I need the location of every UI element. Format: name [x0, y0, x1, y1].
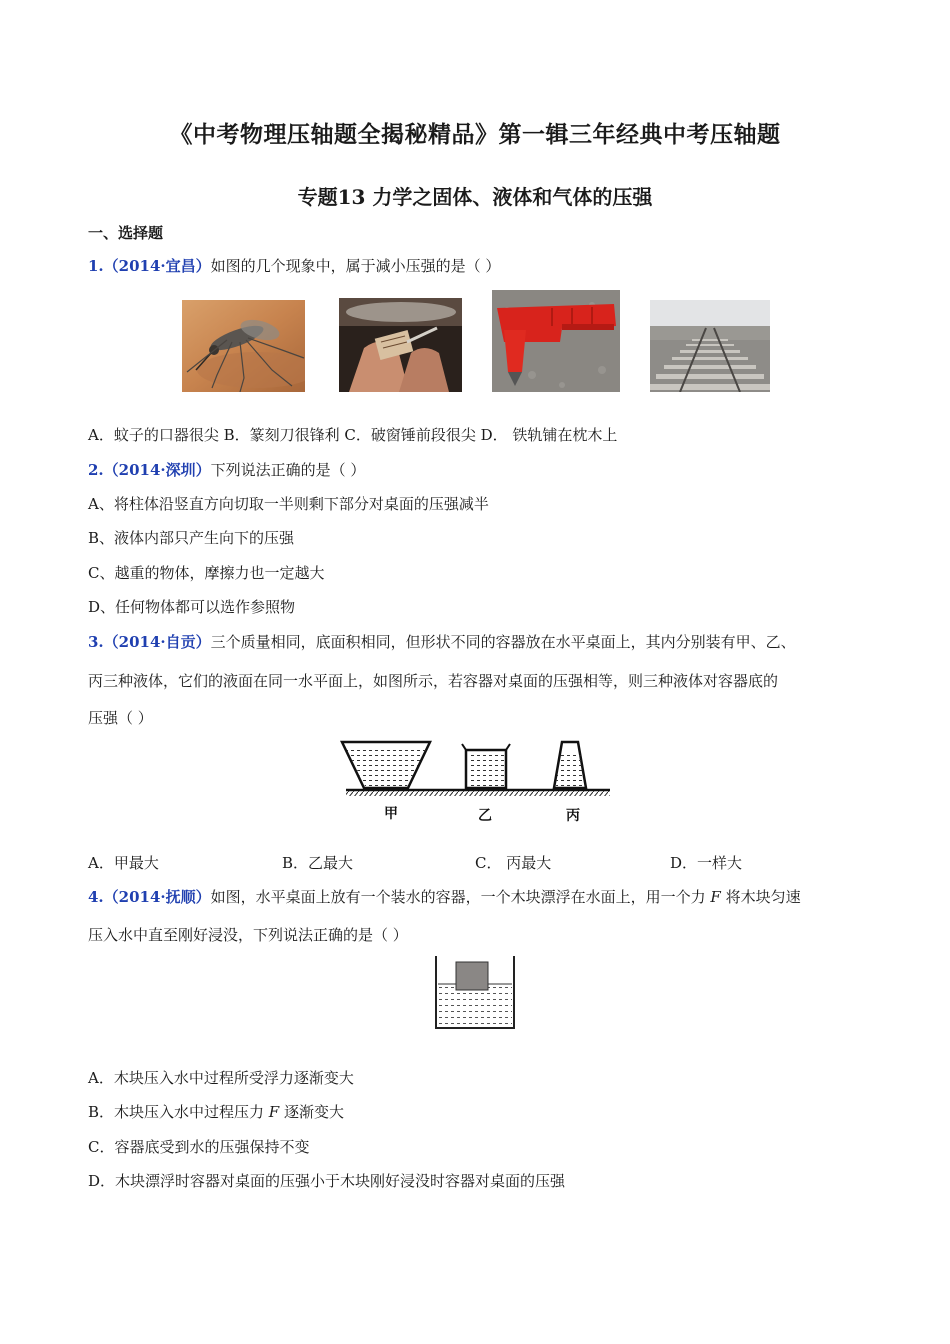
question-1-options: A．蚊子的口器很尖 B．篆刻刀很锋利 C．破窗锤前段很尖 D． 铁轨铺在枕木上 [88, 426, 618, 444]
question-4-number: 4.（2014·抚顺） [88, 888, 211, 906]
question-2-option-b: B、液体内部只产生向下的压强 [88, 529, 295, 547]
question-3-stem-line-2: 丙三种液体，它们的液面在同一水平面上，如图所示，若容器对桌面的压强相等，则三种液体对容器底的 [88, 672, 779, 690]
question-1-number: 1.（2014·宜昌） [88, 257, 211, 275]
question-2-text: 下列说法正确的是（ ） [210, 461, 366, 479]
question-4-option-b-post: 逐渐变大 [279, 1103, 344, 1121]
window-hammer-photo [492, 290, 620, 392]
question-2-number: 2.（2014·深圳） [88, 461, 211, 479]
question-2-option-a: A、将柱体沿竖直方向切取一半则剩下部分对桌面的压强减半 [88, 495, 489, 513]
document-title: 《中考物理压轴题全揭秘精品》第一辑三年经典中考压轴题 [169, 122, 781, 148]
question-3-stem-line-3: 压强（ ） [88, 709, 153, 727]
question-3-stem-line-1 [88, 632, 796, 652]
three-containers-figure [338, 738, 614, 826]
carving-knife-photo [339, 298, 462, 392]
question-3-option-a: A．甲最大 [88, 854, 159, 872]
question-4-option-b-pre: B．木块压入水中过程压力 [88, 1103, 269, 1121]
question-4-option-a: A．木块压入水中过程所受浮力逐渐变大 [88, 1069, 354, 1087]
question-4-option-d: D．木块漂浮时容器对桌面的压强小于木块刚好浸没时容器对桌面的压强 [88, 1172, 566, 1190]
question-4-option-c: C．容器底受到水的压强保持不变 [88, 1138, 310, 1156]
question-4-text-1a: 如图，水平桌面上放有一个装水的容器，一个木块漂浮在水面上，用一个力 [210, 888, 711, 906]
question-2-option-d: D、任何物体都可以选作参照物 [88, 598, 296, 616]
question-3-text-1: 三个质量相同，底面积相同，但形状不同的容器放在水平桌面上，其内分别装有甲、乙、 [210, 633, 796, 651]
question-4-stem-line-2: 压入水中直至刚好浸没，下列说法正确的是（ ） [88, 926, 408, 944]
mosquito-photo [182, 300, 305, 392]
question-3-number: 3.（2014·自贡） [88, 633, 211, 651]
question-1-stem [88, 256, 500, 276]
container-label-jia: 甲 [384, 806, 398, 822]
container-label-bing: 丙 [566, 808, 580, 824]
question-3-option-d: D．一样大 [670, 854, 743, 872]
section-label: 一、选择题 [88, 224, 164, 242]
question-4-text-1b: 将木块匀速 [720, 888, 801, 906]
force-variable: F [710, 888, 721, 906]
question-3-option-b: B．乙最大 [282, 854, 354, 872]
question-4-stem-line-1 [88, 887, 801, 907]
railway-track-photo [650, 300, 770, 392]
container-label-yi: 乙 [478, 808, 492, 824]
question-2-option-c: C、越重的物体，摩擦力也一定越大 [88, 564, 325, 582]
question-1-text: 如图的几个现象中，属于减小压强的是（ ） [210, 257, 501, 275]
document-subtitle: 专题13 力学之固体、液体和气体的压强 [297, 185, 653, 209]
question-4-option-b [88, 1102, 344, 1122]
floating-block-figure [432, 954, 518, 1030]
question-2-stem [88, 460, 365, 480]
force-variable-b: F [268, 1103, 280, 1121]
question-3-option-c: C． 丙最大 [475, 854, 552, 872]
